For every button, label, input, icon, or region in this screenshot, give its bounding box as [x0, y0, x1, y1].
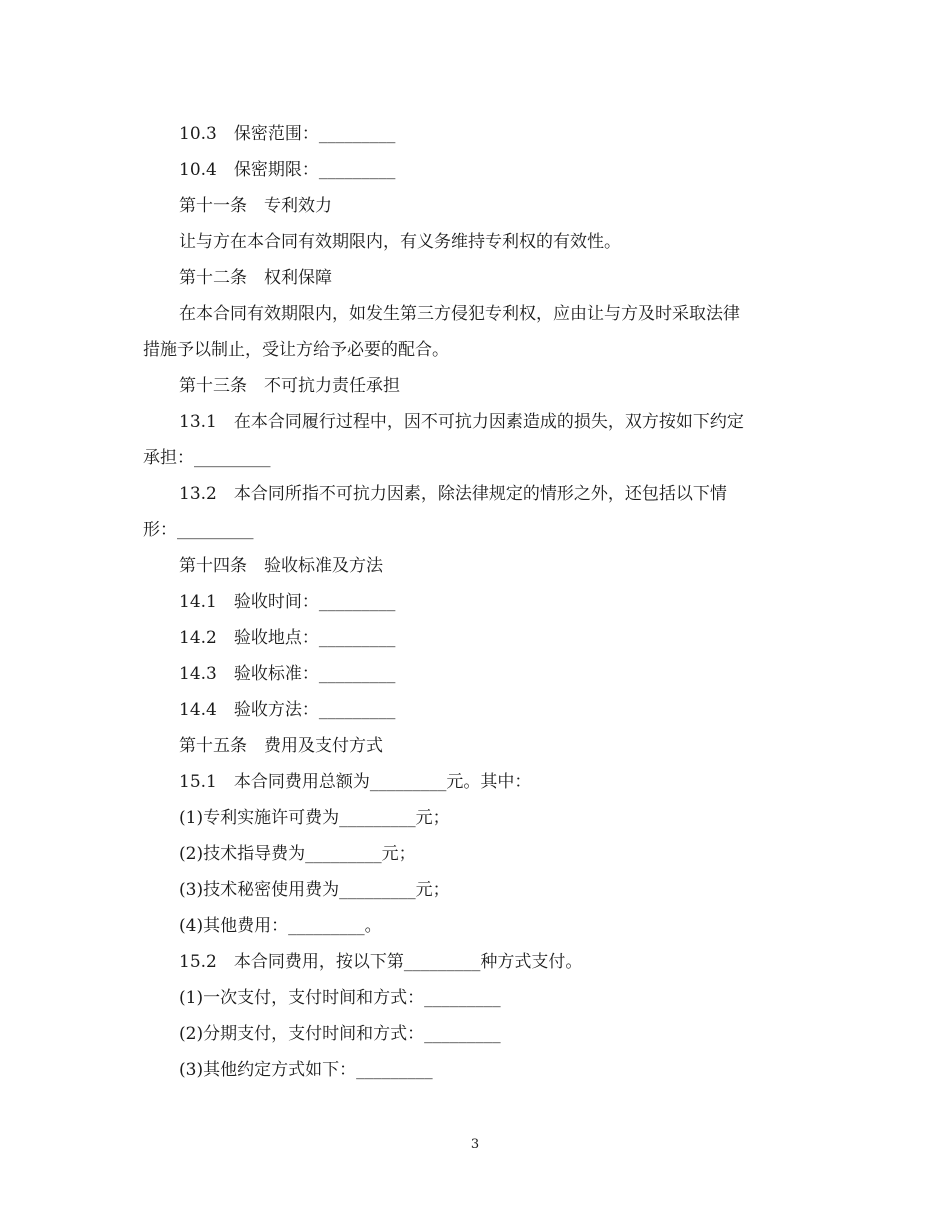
- article-12-text-line-2: 措施予以制止，受让方给予必要的配合。: [143, 340, 449, 360]
- clause-10-4: 10.4 保密期限：_________: [179, 160, 396, 180]
- clause-15-2-option-2: (2)分期支付，支付时间和方式：_________: [179, 1024, 501, 1044]
- clause-15-1-item-2: (2)技术指导费为_________元；: [179, 844, 416, 864]
- clause-13-2-line-1: 13.2 本合同所指不可抗力因素，除法律规定的情形之外，还包括以下情: [179, 484, 727, 504]
- clause-13-2-line-2: 形：_________: [143, 520, 254, 540]
- clause-15-2-option-1: (1)一次支付，支付时间和方式：_________: [179, 988, 501, 1008]
- clause-13-1-line-2: 承担：_________: [143, 448, 271, 468]
- article-12-text-line-1: 在本合同有效期限内，如发生第三方侵犯专利权，应由让与方及时采取法律: [179, 304, 740, 324]
- article-14-heading: 第十四条 验收标准及方法: [179, 556, 383, 576]
- document-body: [143, 116, 808, 1088]
- clause-15-2: 15.2 本合同费用，按以下第_________种方式支付。: [179, 952, 583, 972]
- page-number: 3: [470, 1137, 480, 1152]
- article-12-heading: 第十二条 权利保障: [179, 268, 332, 288]
- clause-13-1-line-1: 13.1 在本合同履行过程中，因不可抗力因素造成的损失，双方按如下约定: [179, 412, 744, 432]
- article-13-heading: 第十三条 不可抗力责任承担: [179, 376, 400, 396]
- clause-10-3: 10.3 保密范围：_________: [179, 124, 396, 144]
- clause-14-1: 14.1 验收时间：_________: [179, 592, 396, 612]
- clause-14-3: 14.3 验收标准：_________: [179, 664, 396, 684]
- clause-15-2-option-3: (3)其他约定方式如下：_________: [179, 1060, 433, 1080]
- article-11-text: 让与方在本合同有效期限内，有义务维持专利权的有效性。: [179, 232, 621, 252]
- clause-14-4: 14.4 验收方法：_________: [179, 700, 396, 720]
- clause-15-1: 15.1 本合同费用总额为_________元。其中：: [179, 772, 532, 792]
- clause-14-2: 14.2 验收地点：_________: [179, 628, 396, 648]
- clause-15-1-item-3: (3)技术秘密使用费为_________元；: [179, 880, 450, 900]
- article-15-heading: 第十五条 费用及支付方式: [179, 736, 383, 756]
- clause-15-1-item-4: (4)其他费用：_________。: [179, 916, 382, 936]
- article-11-heading: 第十一条 专利效力: [179, 196, 332, 216]
- clause-15-1-item-1: (1)专利实施许可费为_________元；: [179, 808, 450, 828]
